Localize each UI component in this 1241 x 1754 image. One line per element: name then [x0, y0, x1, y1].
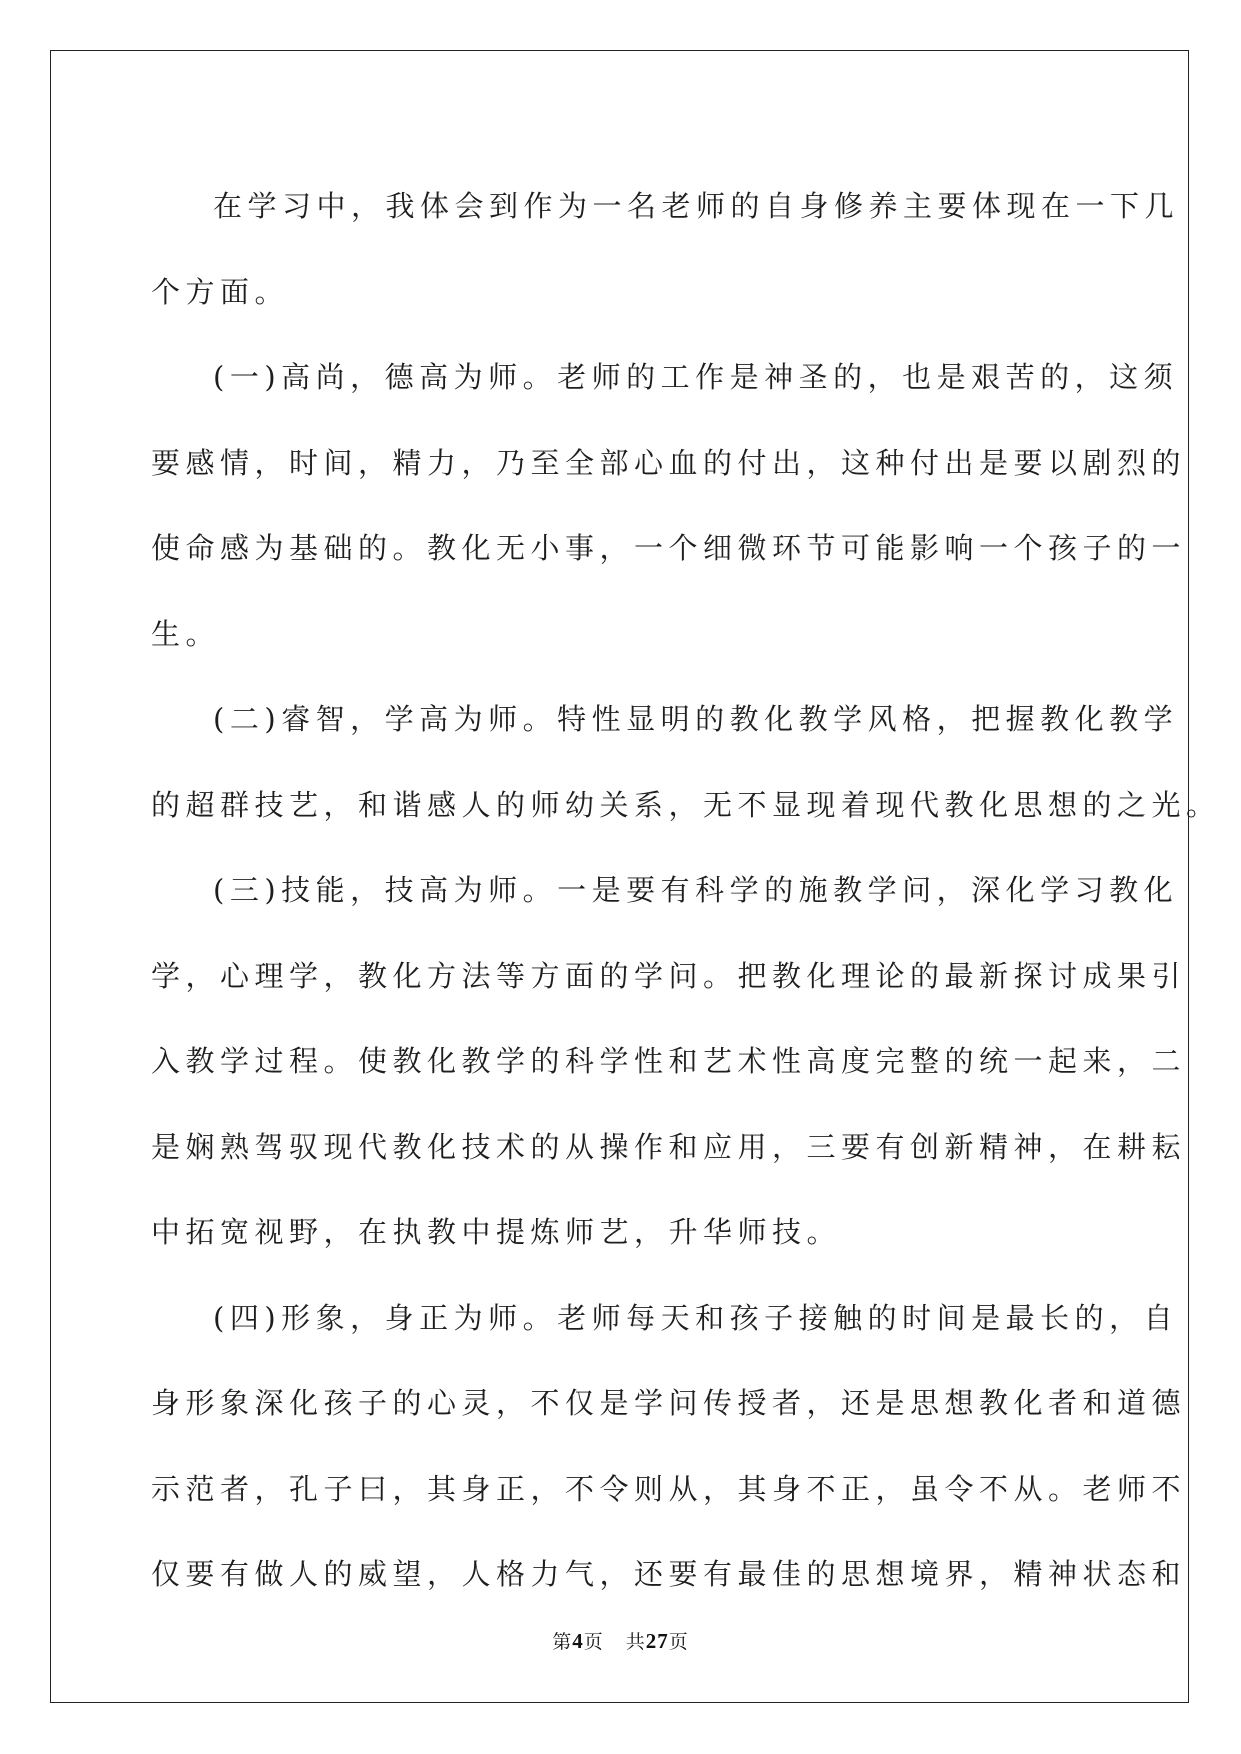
total-suffix: 页	[668, 1631, 689, 1653]
page-total: 27	[645, 1629, 669, 1653]
page-current: 4	[572, 1629, 584, 1653]
text-line: (一)高尚，德高为师。老师的工作是神圣的，也是艰苦的，这须	[213, 360, 1179, 394]
page-footer	[0, 1627, 1241, 1654]
text-line: 要感情，时间，精力，乃至全部心血的付出，这种付出是要以剧烈的	[151, 445, 1187, 480]
text-line: 个方面。	[151, 274, 290, 309]
text-line: 使命感为基础的。教化无小事，一个细微环节可能影响一个孩子的一	[151, 531, 1187, 565]
document-body	[151, 164, 1221, 1618]
text-line: 的超群技艺，和谐感人的师幼关系，无不显现着现代教化思想的之光。	[151, 787, 1221, 822]
text-line: 学，心理学，教化方法等方面的学问。把教化理论的最新探讨成果引	[151, 958, 1187, 993]
text-line: (三)技能，技高为师。一是要有科学的施教学问，深化学习教化	[213, 873, 1179, 907]
total-prefix: 共	[625, 1631, 646, 1653]
text-line: 生。	[151, 616, 221, 651]
page-prefix: 第	[552, 1631, 573, 1653]
text-line: 身形象深化孩子的心灵，不仅是学问传授者，还是思想教化者和道德	[151, 1386, 1187, 1420]
text-line: (四)形象，身正为师。老师每天和孩子接触的时间是最长的，自	[213, 1300, 1179, 1335]
text-line: 入教学过程。使教化教学的科学性和艺术性高度完整的统一起来，二	[151, 1044, 1187, 1078]
text-line: 示范者，孔子曰，其身正，不令则从，其身不正，虽令不从。老师不	[151, 1471, 1187, 1506]
page-suffix: 页	[583, 1631, 604, 1653]
text-line: (二)睿智，学高为师。特性显明的教化教学风格，把握教化教学	[213, 702, 1179, 736]
text-line: 是娴熟驾驭现代教化技术的从操作和应用，三要有创新精神，在耕耘	[151, 1129, 1187, 1164]
text-line: 在学习中，我体会到作为一名老师的自身修养主要体现在一下几	[213, 189, 1180, 223]
text-line: 中拓宽视野，在执教中提炼师艺，升华师技。	[151, 1215, 842, 1249]
text-line: 仅要有做人的威望，人格力气，还要有最佳的思想境界，精神状态和	[151, 1557, 1187, 1591]
